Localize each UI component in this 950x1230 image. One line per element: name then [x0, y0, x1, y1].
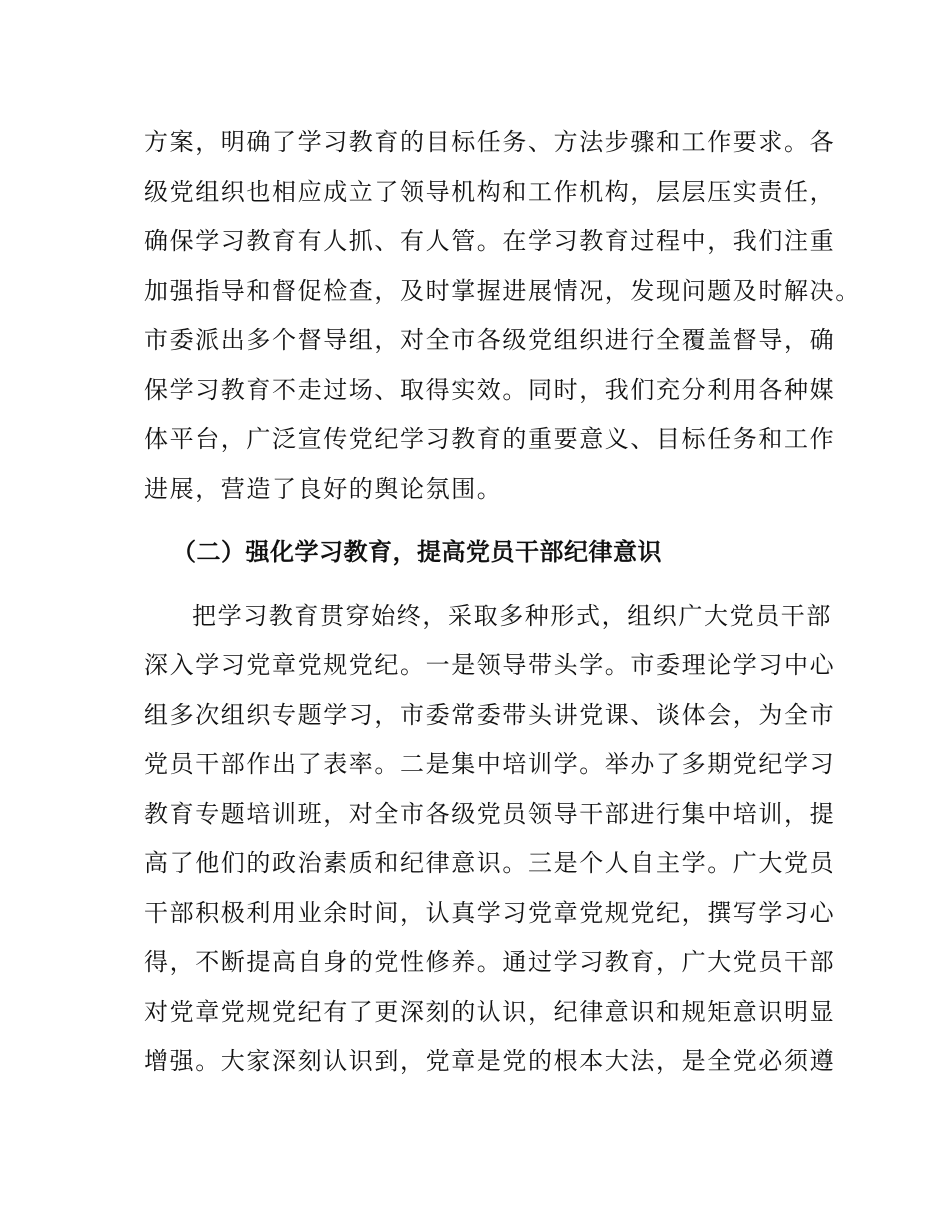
- paragraph-line: 把学习教育贯穿始终，采取多种形式，组织广大党员干部: [192, 601, 832, 630]
- paragraph-line: 组多次组织专题学习，市委常委带头讲党课、谈体会，为全市: [144, 700, 836, 729]
- paragraph-line: 深入学习党章党规党纪。一是领导带头学。市委理论学习中心: [144, 651, 836, 679]
- paragraph-line: 党员干部作出了表率。二是集中培训学。举办了多期党纪学习: [144, 750, 836, 778]
- paragraph-line: 保学习教育不走过场、取得实效。同时，我们充分利用各种媒: [144, 375, 836, 404]
- paragraph-line: 进展，营造了良好的舆论氛围。: [144, 474, 503, 503]
- paragraph-line: 加强指导和督促检查，及时掌握进展情况，发现问题及时解决。: [144, 276, 861, 305]
- paragraph-line: 确保学习教育有人抓、有人管。在学习教育过程中，我们注重: [144, 227, 836, 255]
- paragraph-line: 市委派出多个督导组，对全市各级党组织进行全覆盖督导，确: [144, 326, 836, 354]
- paragraph-line: 教育专题培训班，对全市各级党员领导干部进行集中培训，提: [144, 799, 836, 828]
- paragraph-line: 干部积极利用业余时间，认真学习党章党规党纪，撰写学习心: [144, 898, 836, 927]
- paragraph-line: 级党组织也相应成立了领导机构和工作机构，层层压实责任，: [144, 177, 836, 206]
- section-heading: （二）强化学习教育，提高党员干部纪律意识: [172, 538, 662, 566]
- paragraph-line: 高了他们的政治素质和纪律意识。三是个人自主学。广大党员: [144, 849, 836, 877]
- paragraph-line: 体平台，广泛宣传党纪学习教育的重要意义、目标任务和工作: [144, 425, 836, 453]
- paragraph-1: [144, 118, 861, 514]
- paragraph-2: [144, 592, 836, 1087]
- document-body: [144, 118, 861, 1087]
- paragraph-line: 对党章党规党纪有了更深刻的认识，纪律意识和规矩意识明显: [144, 997, 836, 1026]
- paragraph-line: 得，不断提高自身的党性修养。通过学习教育，广大党员干部: [144, 948, 836, 976]
- paragraph-line: 方案，明确了学习教育的目标任务、方法步骤和工作要求。各: [144, 128, 836, 156]
- paragraph-line: 增强。大家深刻认识到，党章是党的根本大法，是全党必须遵: [144, 1047, 836, 1075]
